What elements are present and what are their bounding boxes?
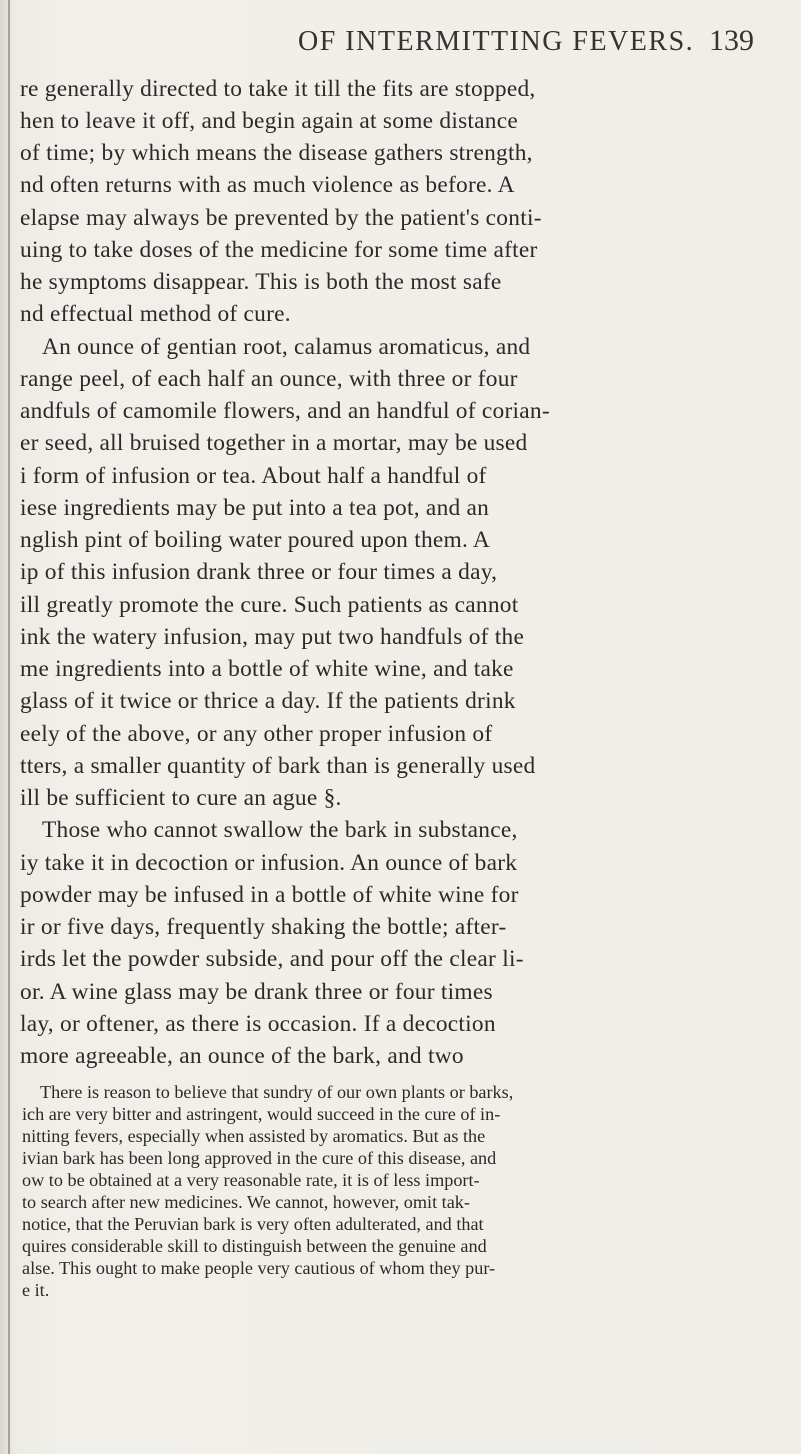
text-line: An ounce of gentian root, calamus aromaticus, and [42, 334, 531, 360]
text-line: glass of it twice or thrice a day. If the patients drink [20, 688, 516, 714]
text-line: more agreeable, an ounce of the bark, and two [20, 1043, 464, 1069]
text-line: elapse may always be prevented by the patient's conti- [20, 205, 542, 231]
footnote-line: ich are very bitter and astringent, would succeed in the cure of in- [22, 1104, 501, 1124]
footnote-line: e it. [22, 1280, 50, 1300]
text-line: nd effectual method of cure. [20, 301, 291, 327]
text-line: eely of the above, or any other proper infusion of [20, 721, 493, 747]
text-line: iy take it in decoction or infusion. An ounce of bark [20, 850, 518, 876]
text-line: ip of this infusion drank three or four times a day, [20, 559, 498, 585]
footnote-line: ow to be obtained at a very reasonable rate, it is of less import- [22, 1170, 480, 1190]
footnote-line: to search after new medicines. We cannot, however, omit tak- [22, 1192, 470, 1212]
text-line: he symptoms disappear. This is both the most safe [20, 269, 502, 295]
text-line: andfuls of camomile flowers, and an handful of corian- [20, 398, 550, 424]
text-line: ink the watery infusion, may put two handfuls of the [20, 624, 525, 650]
footnote-line: ivian bark has been long approved in the cure of this disease, and [22, 1148, 497, 1168]
text-line: Those who cannot swallow the bark in substance, [42, 817, 518, 843]
text-line: nd often returns with as much violence as before. A [20, 172, 515, 198]
text-line: ir or five days, frequently shaking the bottle; after- [20, 914, 507, 940]
text-line: irds let the powder subside, and pour off the clear li- [20, 946, 524, 972]
footnote-line: nitting fevers, especially when assisted by aromatics. But as the [22, 1126, 486, 1146]
page-number: 139 [709, 24, 754, 57]
text-line: range peel, of each half an ounce, with three or four [20, 366, 518, 392]
footnote-line: There is reason to believe that sundry of our own plants or barks, [40, 1082, 514, 1102]
text-line: uing to take doses of the medicine for some time after [20, 237, 538, 263]
footnote-line: quires considerable skill to distinguish between the genuine and [22, 1236, 487, 1256]
text-line: er seed, all bruised together in a mortar, may be used [20, 430, 528, 456]
running-title: OF INTERMITTING FEVERS. [298, 26, 695, 57]
text-line: of time; by which means the disease gathers strength, [20, 140, 533, 166]
footnote-line: notice, that the Peruvian bark is very often adulterated, and that [22, 1214, 484, 1234]
text-line: ill greatly promote the cure. Such patients as cannot [20, 592, 519, 618]
text-line: me ingredients into a bottle of white wine, and take [20, 656, 514, 682]
text-line: tters, a smaller quantity of bark than is generally used [20, 753, 536, 779]
text-line: or. A wine glass may be drank three or four times [20, 979, 493, 1005]
text-line: nglish pint of boiling water poured upon them. A [20, 527, 491, 553]
text-line: hen to leave it off, and begin again at some distance [20, 108, 519, 134]
text-line: re generally directed to take it till the fits are stopped, [20, 76, 536, 102]
text-line: i form of infusion or tea. About half a handful of [20, 463, 487, 489]
page-fold-shadow [8, 0, 10, 1454]
text-line: lay, or oftener, as there is occasion. If a decoction [20, 1011, 496, 1037]
text-line: powder may be infused in a bottle of white wine for [20, 882, 519, 908]
text-line: ill be sufficient to cure an ague §. [20, 785, 342, 811]
footnote-line: alse. This ought to make people very cautious of whom they pur- [22, 1258, 496, 1278]
text-line: iese ingredients may be put into a tea pot, and an [20, 495, 490, 521]
